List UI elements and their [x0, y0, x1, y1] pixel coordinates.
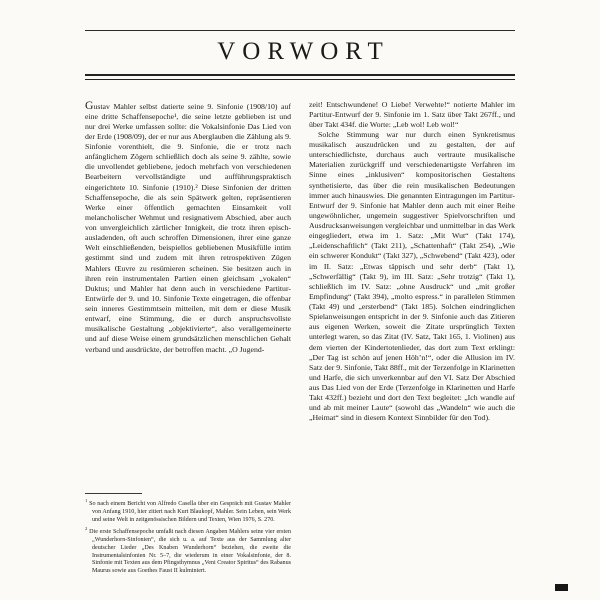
right-column-paragraph-continuation: zeit! Entschwundene! O Liebe! Verwehte!“ notierte Mahler im Partitur-Entwurf der 9. Sinfonie im 1. Satz über Takt 267ff., und über Takt 434f. die Worte: „Leb wol! Leb wol!“	[309, 99, 515, 129]
footnote-separator	[85, 493, 142, 494]
footnote-2	[85, 526, 291, 576]
footnotes-block	[85, 487, 291, 577]
header-rule-top	[85, 30, 515, 31]
right-column	[309, 100, 515, 578]
footnote-1-marker: 1	[85, 498, 88, 504]
left-column	[85, 100, 291, 578]
footnote-2-text: Die erste Schaffensepoche umfaßt nach diesen Angaben Mahlers seine vier ersten „Wunderhorn-Sinfonien“, die sich u. a. auf Texte aus der Sammlung alter deutscher Lieder „Des Knaben Wunderhorn“ beziehen, die zweite die Instrumentalsinfonien Nr. 5–7, die wiederum in einer Vokalsinfonie, der 8. Sinfonie mit Texten aus dem Pfingsthymnus „Veni Creator Spiritus“ des Rabanus Maurus sowie aus Goethes Faust II kulminiert.	[89, 529, 291, 575]
chapter-header	[85, 30, 515, 80]
scan-corner-mark	[555, 584, 568, 591]
footnote-1	[85, 498, 291, 524]
text-columns	[85, 100, 515, 578]
footnote-1-text: So nach einem Bericht von Alfredo Casella über ein Gespräch mit Gustav Mahler von Anfang 1910, hier zitiert nach Kurt Blaukopf, Mahler. Sein Leben, sein Werk und seine Welt in zeitgenössischen Bildern und Texten, Wien 1976, S. 270.	[89, 501, 291, 523]
page-title: VORWORT	[217, 38, 390, 65]
right-column-paragraph: Solche Stimmung war nur durch einen Synkretismus musikalisch auszudrücken und zu gestalten, der auf unterschiedlichste, durchaus auch vertraute musikalische Materialien zurückgriff und verschiedenartigste Verfahren im Sinne eines „inklusiven“ kompositorischen Gestaltens synthetisierte, das über die rein musikalischen Bedeutungen immer auch hinauswies. Die genannten Eintragungen im Partitur-Entwurf der 9. Sinfonie hat Mahler denn auch mit einer Reihe ungewöhnlicher, ungemein suggestiver Spielvorschriften und Ausdrucksanweisungen vergleichbar und unmittelbar in das Werk eingegliedert, etwa im 1. Satz: „Mit Wut“ (Takt 174), „Leidenschaftlich“ (Takt 211), „Schattenhaft“ (Takt 254), „Wie ein schwerer Kondukt“ (Takt 327), „Schwebend“ (Takt 423), oder im II. Satz: „Etwas täppisch und sehr derb“ (Takt 1), „Schwerfällig“ (Takt 9), im III. Satz: „Sehr trotzig“ (Takt 1), schließlich im IV. Satz: „ohne Ausdruck“ und „mit großer Empfindung“ (Takt 394), „molto espress.“ in parallelen Stimmen (Takt 49) und „ersterbend“ (Takt 185). Solchen eindringlichen Spielanweisungen entspricht in der 9. Sinfonie auch das Zitieren aus eigenen Werken, soweit die Zitate ursprünglich Texten unterlegt waren, so das Zitat (IV. Satz, Takt 165, 1. Violinen) aus dem vierten der Kindertotenlieder, das dort zum Text erklingt: „Der Tag ist schön auf jenen Höh’n!“, oder die Allusion im IV. Satz der 9. Sinfonie, Takt 88ff., mit der Terzenfolge in Klarinetten und Harfe, die sich unverkennbar auf den VI. Satz Der Abschied aus Das Lied von der Erde (Terzenfolge in Klarinetten und Harfe Takt 432ff.) bezieht und dort den Text begleitet: „Ich wandle auf und ab mit meiner Laute“ (sowohl das „Wandeln“ wie auch die „Heimat“ sind in diesem Kontext Sinnbilder für den Tod).	[309, 129, 515, 423]
header-rule-bottom	[85, 74, 515, 80]
footnote-2-marker: 2	[85, 526, 88, 532]
left-column-paragraph: Gustav Mahler selbst datierte seine 9. Sinfonie (1908/10) auf eine dritte Schaffensepoche¹, die seine letzte geblieben ist und nur drei Werke umfassen sollte: die Vokalsinfonie Das Lied von der Erde (1908/09), der er nur aus Aberglauben die Zählung als 9. Sinfonie vorenthielt, die 9. Sinfonie, die er trotz nach anfänglichem Zögern schließlich doch als seine 9. zählte, sowie die unvollendet gebliebene, jedoch mehrfach von verschiedenen Bearbeitern vervollständigte und aufführungspraktisch eingerichtete 10. Sinfonie (1910).² Diese Sinfonien der dritten Schaffensepoche, die als sein Spätwerk gelten, repräsentieren Werke einer öffentlich gemachten Einsamkeit voll melancholischer Wehmut und resignativem Abschied, aber auch von unvergleichlich zärtlicher Innigkeit, die trotz ihren episch-ausladenden, oft auch schroffen Dimensionen, ihrer eine ganze Welt einschließenden, beispiellos gebliebenen Musikfülle intim gestimmt sind und zudem mit ihren retrospektiven Zügen Mahlers Œuvre zu resümieren scheinen. Sie besitzen auch in ihren rein instrumentalen Partien einen gleichsam „vokalen“ Duktus; und Mahler hat denn auch in verschiedene Partitur-Entwürfe der 9. und 10. Sinfonie Texte eingetragen, die offenbar sein inneres Gestimmtsein mitteilen, mit dem er diese Musik entwarf, eine Stimmung, die er durch anspruchsvollste musikalische Gestaltung „objektivierte“, also verallgemeinerte und auf diese Weise einem grundsätzlichen menschlichen Gehalt verband und ausdrückte, der betroffen macht. „O Jugend-	[85, 98, 291, 354]
